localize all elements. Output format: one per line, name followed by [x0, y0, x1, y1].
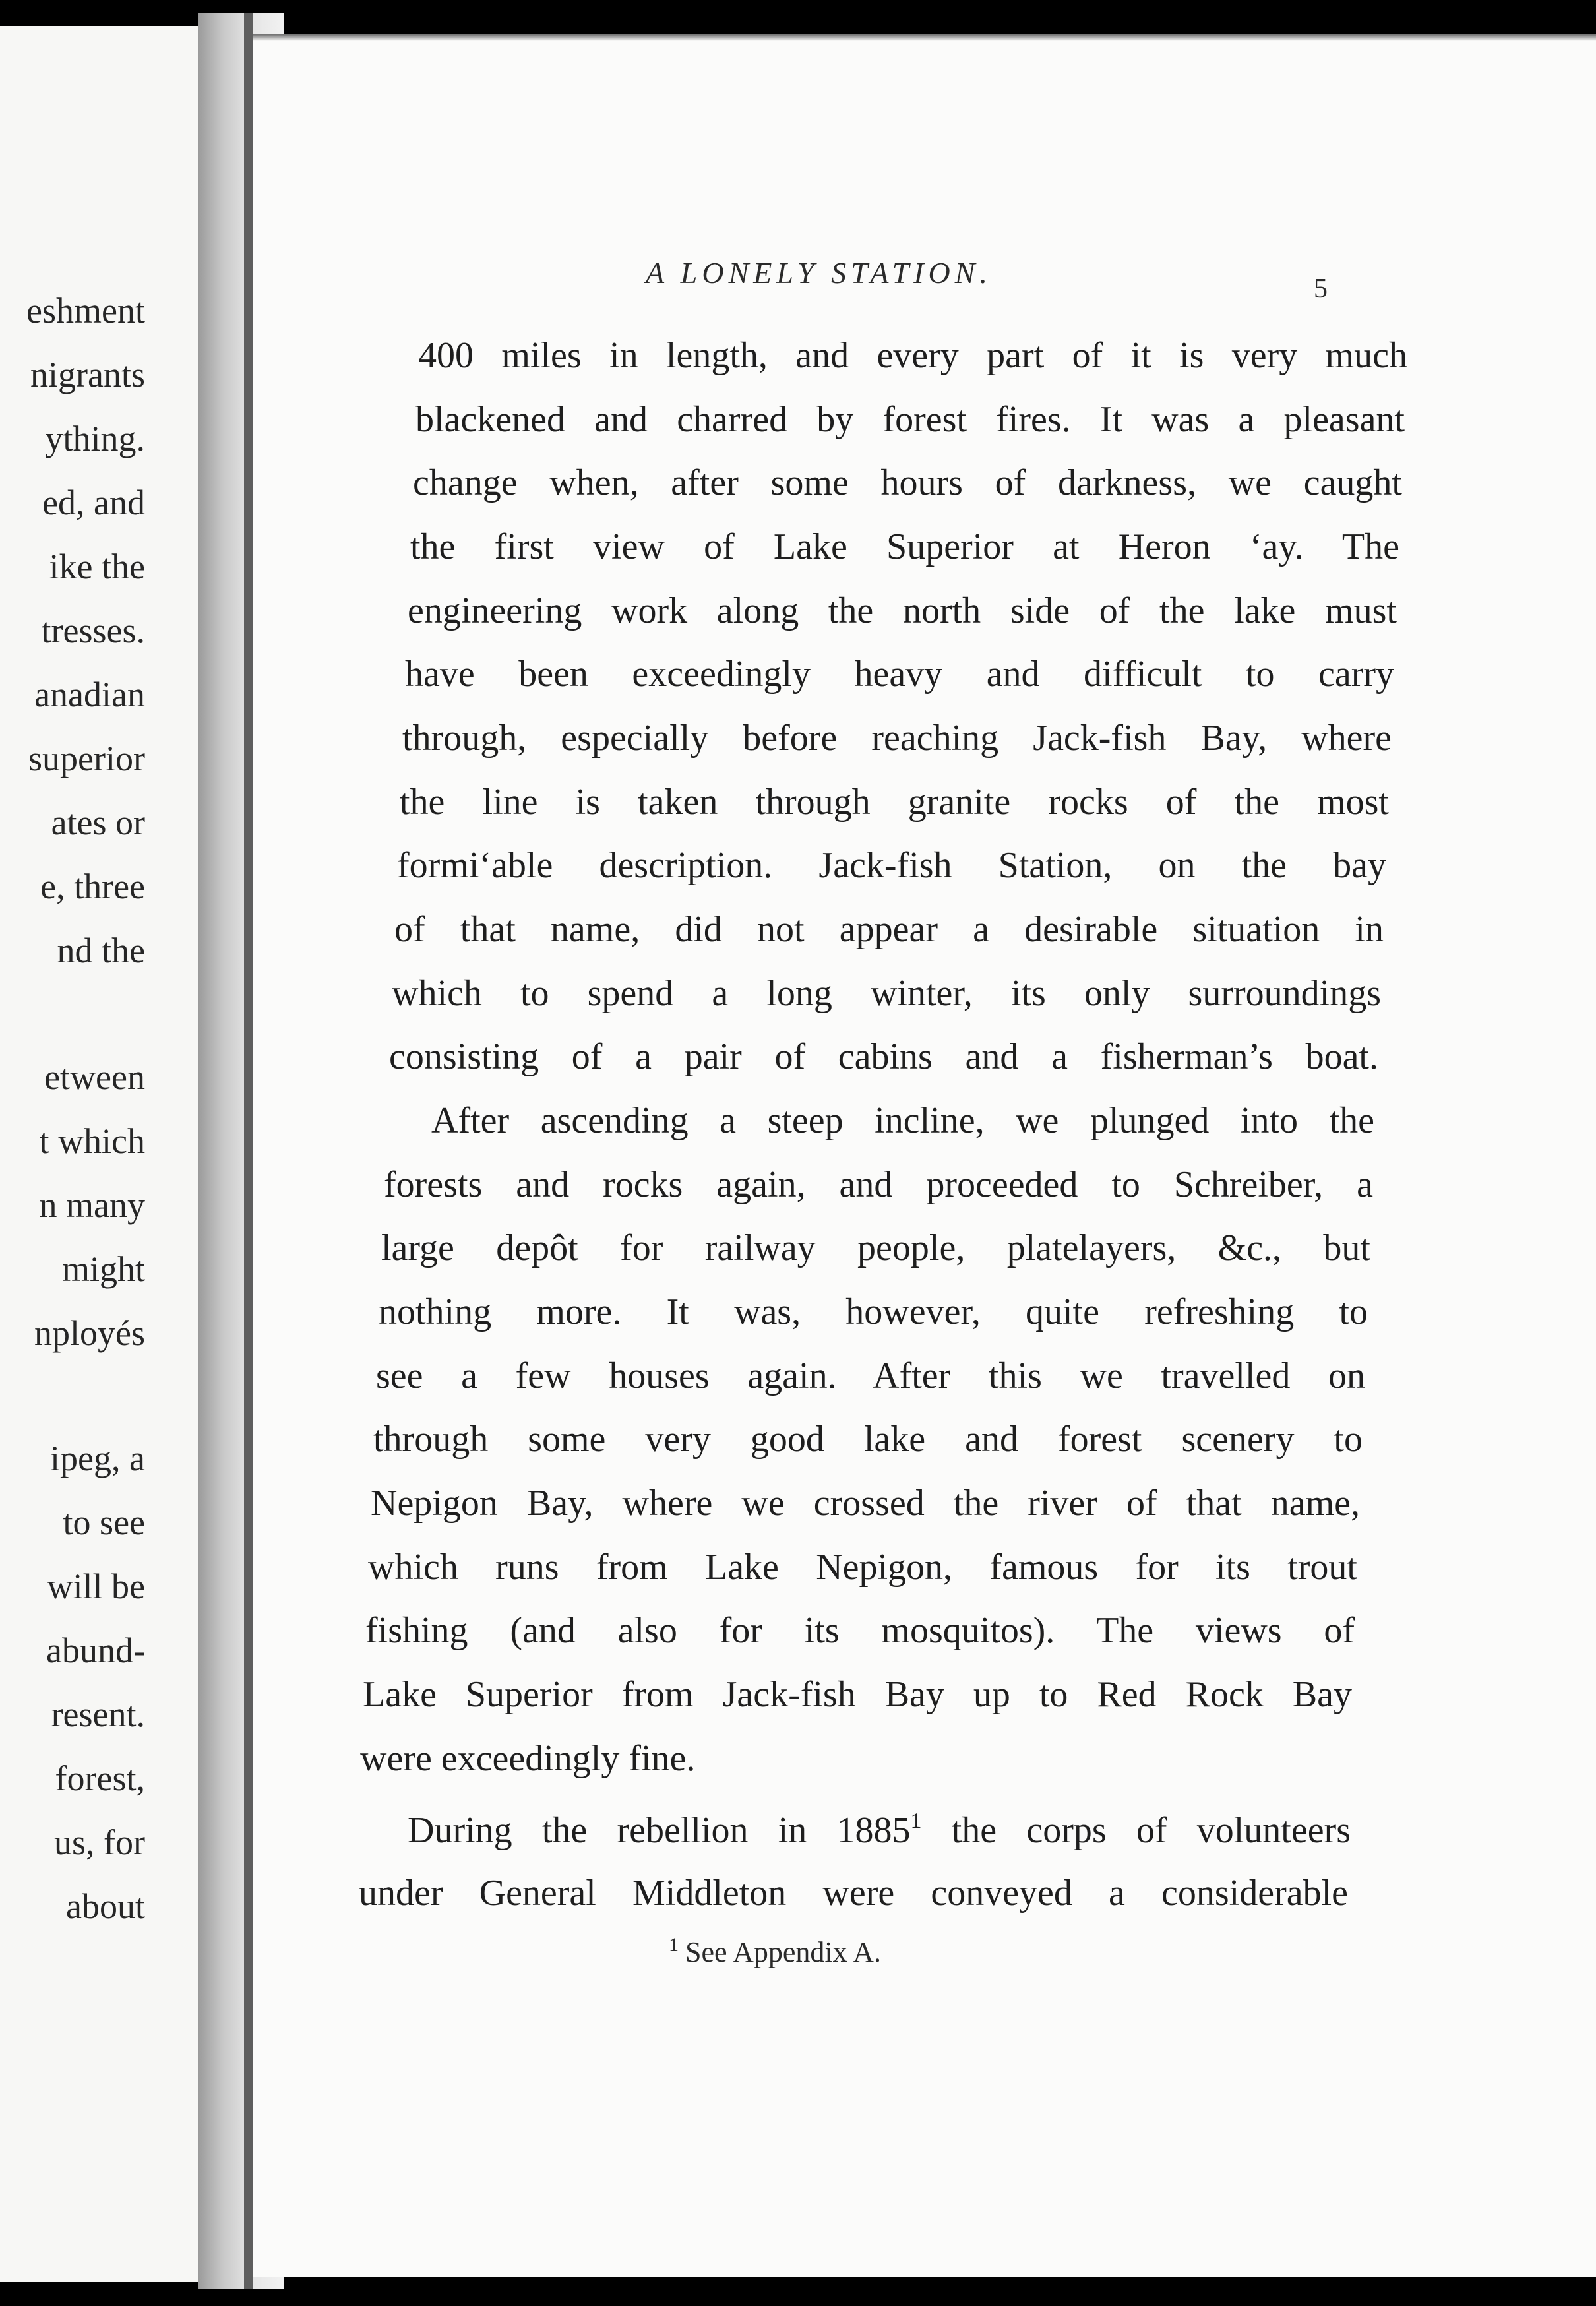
left-line: eshment: [26, 291, 145, 330]
text-line: engineering work along the north side of the lake must: [408, 590, 1397, 631]
left-line: about: [66, 1886, 145, 1926]
text-line: blackened and charred by forest fires. It was a pleasant: [415, 399, 1405, 440]
text-line: 400 miles in length, and every part of it is very much: [418, 335, 1407, 376]
left-line: resent.: [51, 1695, 145, 1734]
left-line: superior: [28, 739, 145, 778]
text-line: large depôt for railway people, platelayers, &c., but: [381, 1228, 1370, 1268]
left-line: n many: [39, 1185, 145, 1225]
main-page: [253, 34, 1596, 2277]
text-line: change when, after some hours of darkness, we caught: [413, 462, 1402, 503]
left-line: ates or: [51, 803, 145, 842]
text-line: through, especially before reaching Jack-fish Bay, where: [402, 718, 1392, 759]
left-line: nigrants: [30, 355, 145, 394]
footnote-text: See Appendix A.: [685, 1936, 881, 1968]
page-number: 5: [1314, 274, 1328, 304]
left-line: e, three: [40, 867, 145, 906]
text-line: [408, 1809, 1351, 1852]
text-segment: During the rebellion in 1885: [408, 1810, 911, 1851]
text-line: Lake Superior from Jack-fish Bay up to Red Rock Bay: [363, 1674, 1352, 1715]
text-line: of that name, did not appear a desirable situation in: [394, 909, 1384, 950]
text-line: formi‘able description. Jack-fish Station, on the bay: [397, 845, 1386, 886]
left-line: nd the: [57, 931, 145, 970]
running-head: A LONELY STATION.: [646, 256, 992, 290]
footnote-marker: 1: [669, 1934, 679, 1956]
left-line: t which: [39, 1121, 145, 1161]
left-line: ed, and: [42, 483, 145, 522]
left-line: will be: [47, 1567, 145, 1606]
text-line: through some very good lake and forest scenery to: [373, 1419, 1363, 1460]
left-line: ike the: [49, 547, 145, 586]
left-line: ipeg, a: [50, 1439, 145, 1478]
left-line: to see: [63, 1503, 145, 1542]
left-line: anadian: [34, 675, 145, 714]
text-line: the line is taken through granite rocks of the most: [400, 782, 1389, 823]
left-line: etween: [44, 1057, 145, 1097]
text-segment: the corps of volunteers: [921, 1810, 1351, 1851]
left-line: forest,: [55, 1759, 145, 1798]
left-line: us, for: [54, 1823, 145, 1862]
gutter-shadow: [244, 13, 253, 2289]
text-line: nothing more. It was, however, quite refreshing to: [379, 1292, 1368, 1332]
text-line: have been exceedingly heavy and difficult to carry: [405, 654, 1394, 695]
left-line: nployés: [34, 1313, 145, 1353]
left-line: might: [61, 1249, 145, 1289]
page-top-edge: [253, 34, 1596, 41]
left-line: tresses.: [41, 611, 145, 650]
text-line: Nepigon Bay, where we crossed the river of that name,: [371, 1483, 1360, 1524]
footnote-reference: 1: [910, 1809, 922, 1833]
text-line: the first view of Lake Superior at Heron ‘ay. The: [410, 526, 1399, 567]
text-line: see a few houses again. After this we travelled on: [376, 1356, 1365, 1396]
footnote: [669, 1934, 881, 1969]
text-line: which to spend a long winter, its only surroundings: [392, 973, 1381, 1014]
text-line: fishing (and also for its mosquitos). The views of: [365, 1610, 1355, 1651]
left-line: abund-: [46, 1631, 145, 1670]
text-line: consisting of a pair of cabins and a fisherman’s boat.: [389, 1036, 1378, 1077]
text-line: under General Middleton were conveyed a considerable: [359, 1873, 1348, 1914]
text-line: After ascending a steep incline, we plunged into the: [431, 1100, 1374, 1141]
text-line: were exceedingly fine.: [360, 1738, 696, 1779]
text-line: forests and rocks again, and proceeded to Schreiber, a: [384, 1164, 1373, 1205]
text-line: which runs from Lake Nepigon, famous for its trout: [368, 1547, 1357, 1588]
left-line: ything.: [45, 419, 145, 458]
